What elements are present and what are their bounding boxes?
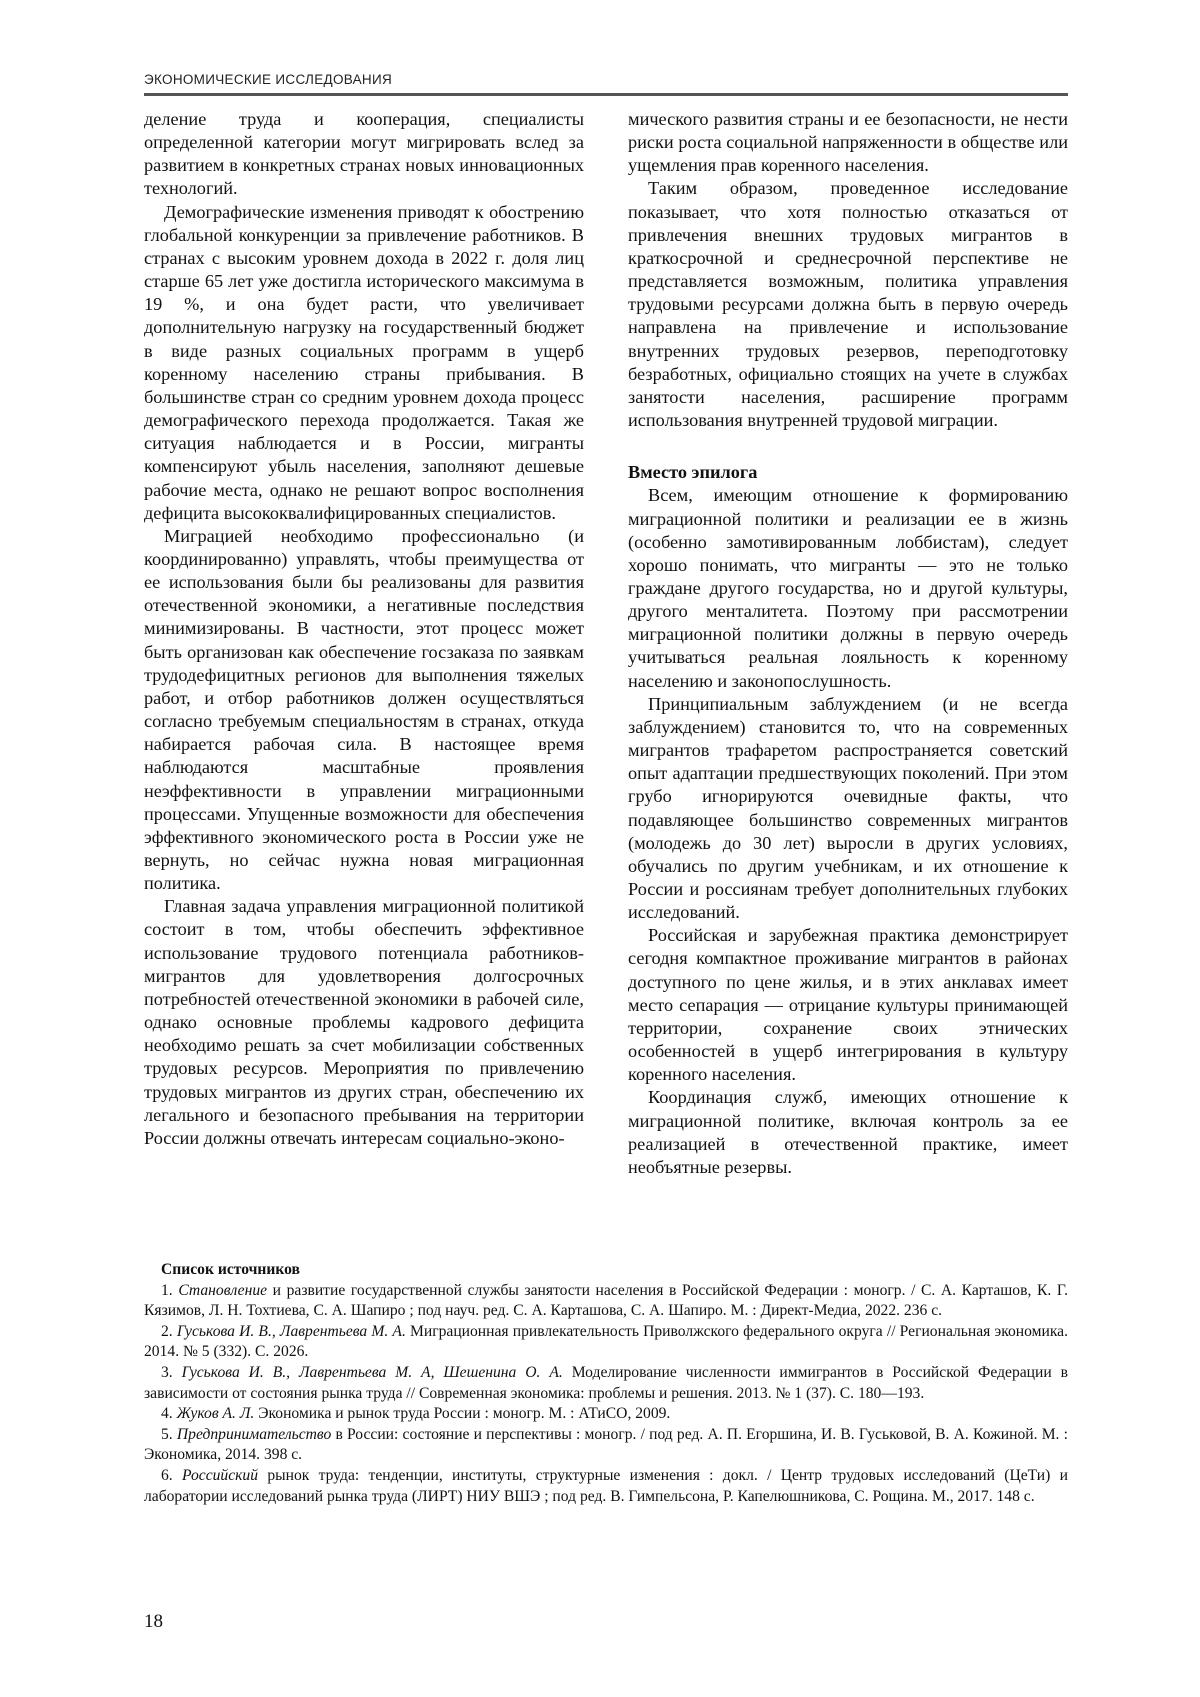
paragraph: Координация служб, имеющих отношение к миграционной политике, включая контроль за ее реализацией в отечественной практике, имеет необъятные резервы. xyxy=(628,1087,1068,1177)
reference-item: 2. Гуськова И. В., Лаврентьева М. А. Миграционная привлекательность Приволжского федерального округа // Региональная экономика. 2014. № 5 (332). С. 2026. xyxy=(144,1322,1068,1361)
paragraph: Главная задача управления миграционной политикой состоит в том, чтобы обеспечить эффективное использование трудового потенциала работников-мигрантов для удовлетворения долгосрочных потребностей отечественной экономики в рабочей силе, однако основные проблемы кадрового дефицита необходимо решать за счет мобилизации собственных трудовых ресурсов. Мероприятия по привлечению трудовых мигрантов из других стран, обеспечению их легального и безопасного пребывания на территории России должны отвечать интересам социально-эконо- xyxy=(144,896,584,1148)
paragraph: Российская и зарубежная практика демонстрирует сегодня компактное проживание мигрантов в районах доступного по цене жилья, и в этих анклавах имеет место сепарация — отрицание культуры принимающей территории, сохранение своих этнических особенностей в ущерб интегрирования в культуру коренного населения. xyxy=(628,925,1068,1085)
reference-item: 1. Становление и развитие государственной службы занятости населения в Российской Федерации : моногр. / С. А. Карташов, К. Г. Кязимов, Л. Н. Тохтиева, С. А. Шапиро ; под науч. ред. С. А. Карташова, С. А. Шапиро. М. : Директ-Медиа, 2022. 236 с. xyxy=(144,1281,1068,1320)
paragraph: мического развития страны и ее безопасности, не нести риски роста социальной напряженности в обществе или ущемления прав коренного населения. xyxy=(628,109,1068,176)
references-title: Список источников xyxy=(161,1261,300,1278)
reference-item: 5. Предпринимательство в России: состояние и перспективы : моногр. / под ред. А. П. Егоршина, И. В. Гуськовой, В. А. Кожиной. М. : Экономика, 2014. 398 с. xyxy=(144,1425,1068,1464)
reference-item: 4. Жуков А. Л. Экономика и рынок труда России : моногр. М. : АТиСО, 2009. xyxy=(161,1405,671,1423)
paragraph: деление труда и кооперация, специалисты определенной категории могут мигрировать вслед за развитием в конкретных странах новых инновационных технологий. xyxy=(144,109,584,199)
right-column xyxy=(628,108,1068,1179)
left-column xyxy=(144,108,584,1150)
paragraph: Принципиальным заблуждением (и не всегда заблуждением) становится то, что на современных мигрантов трафаретом распространяется советский опыт адаптации предшествующих поколений. При этом грубо игнорируются очевидные факты, что подавляющее большинство современных мигрантов (молодежь до 30 лет) выросли в других условиях, обучались по другим учебникам, и их отношение к России и россиянам требует дополнительных глубоких исследований. xyxy=(628,693,1068,923)
paragraph: Таким образом, проведенное исследование показывает, что хотя полностью отказаться от привлечения внешних трудовых мигрантов в краткосрочной и среднесрочной перспективе не представляется возможным, политика управления трудовыми ресурсами должна быть в первую очередь направлена на привлечение и использование внутренних трудовых резервов, переподготовку безработных, официально стоящих на учете в службах занятости населения, расширение программ использования внутренней трудовой миграции. xyxy=(628,178,1068,431)
paragraph: Демографические изменения приводят к обострению глобальной конкуренции за привлечение работников. В странах с высоким уровнем дохода в 2022 г. доля лиц старше 65 лет уже достигла исторического максимума в 19 %, и она будет расти, что увеличивает дополнительную нагрузку на государственный бюджет в виде разных социальных программ в ущерб коренному населению страны прибывания. В большинстве стран со средним уровнем дохода процесс демографического перехода продолжается. Такая же ситуация наблюдается и в России, мигранты компенсируют убыль населения, заполняют дешевые рабочие места, однако не решают вопрос восполнения дефицита высококвалифицированных специалистов. xyxy=(144,201,584,523)
section-heading: Вместо эпилога xyxy=(628,462,758,483)
header-rule xyxy=(144,93,1068,96)
references-section xyxy=(144,1260,1068,1507)
paragraph: Всем, имеющим отношение к формированию миграционной политики и реализации ее в жизнь (особенно замотивированным лоббистам), следует хорошо понимать, что мигранты — это не только граждане другого государства, но и другой культуры, другого менталитета. Поэтому при рассмотрении миграционной политики должны в первую очередь учитываться реальная лояльность к коренному населению и законопослушность. xyxy=(628,485,1068,691)
paragraph: Миграцией необходимо профессионально (и координированно) управлять, чтобы преимущества от ее использования были бы реализованы для развития отечественной экономики, а негативные последствия минимизированы. В частности, этот процесс может быть организован как обеспечение госзаказа по заявкам трудодефицитных регионов для выполнения тяжелых работ, и отбор работников должен осуществляться согласно требуемым специальностям в странах, откуда набирается рабочая сила. В настоящее время наблюдаются масштабные проявления неэффективности в управлении миграционными процессами. Упущенные возможности для обеспечения эффективного экономического роста в России уже не вернуть, но сейчас нужна новая миграционная политика. xyxy=(144,525,584,894)
page-number: 18 xyxy=(144,1611,163,1632)
running-title: ЭКОНОМИЧЕСКИЕ ИССЛЕДОВАНИЯ xyxy=(144,72,393,87)
reference-item: 6. Российский рынок труда: тенденции, институты, структурные изменения : докл. / Центр трудовых исследований (ЦеТи) и лаборатории исследований рынка труда (ЛИРТ) НИУ ВШЭ ; под ред. В. Гимпельсона, Р. Капелюшникова, С. Рощина. М., 2017. 148 с. xyxy=(144,1466,1068,1505)
reference-item: 3. Гуськова И. В., Лаврентьева М. А, Шешенина О. А. Моделирование численности иммигрантов в Российской Федерации в зависимости от состояния рынка труда // Современная экономика: проблемы и решения. 2013. № 1 (37). С. 180—193. xyxy=(144,1363,1068,1402)
